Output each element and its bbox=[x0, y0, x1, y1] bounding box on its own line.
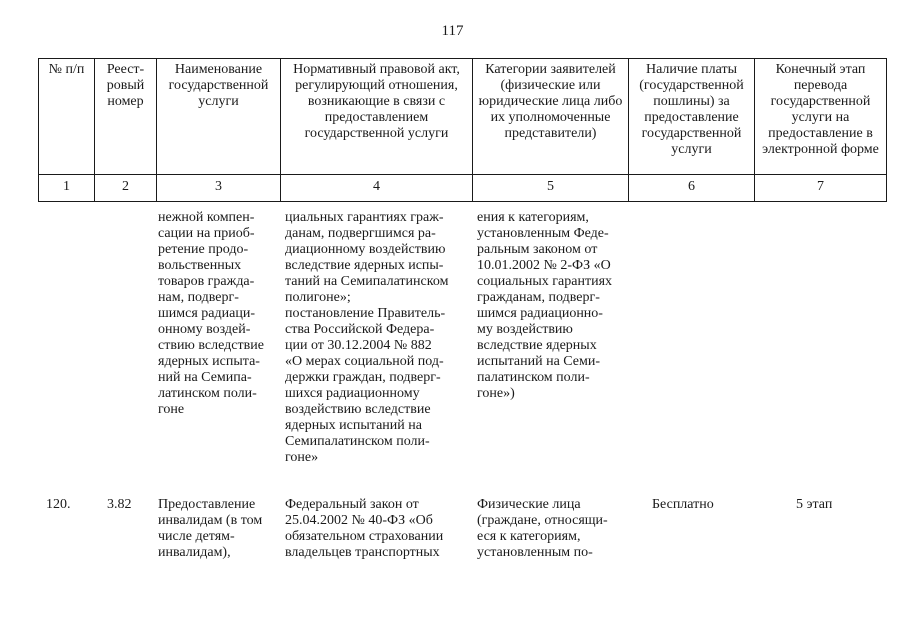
column-header-registry: Реест-ровый номер bbox=[95, 59, 157, 175]
row-120-service-name bbox=[158, 497, 279, 561]
continuation-legal-act-text bbox=[285, 210, 471, 466]
text-line: Семипалатинском поли- bbox=[285, 434, 430, 449]
text-line: ретение продо- bbox=[158, 242, 249, 257]
text-line: циальных гарантиях граж- bbox=[285, 210, 444, 225]
header-table bbox=[38, 58, 887, 202]
column-header-applicants: Категории заявителей (физические или юридические лица либо их уполномоченные представители) bbox=[473, 59, 629, 175]
text-line: (граждане, относящи- bbox=[477, 513, 608, 528]
column-number-6: 6 bbox=[629, 175, 755, 202]
text-line: онному воздей- bbox=[158, 322, 251, 337]
column-header-legal-act: Нормативный правовой акт, регулирующий отношения, возникающие в связи с предоставлением государственной услуги bbox=[281, 59, 473, 175]
text-line: инвалидам (в том bbox=[158, 513, 263, 528]
text-line: таний на Семипалатинском bbox=[285, 274, 449, 289]
column-header-service: Наименование государственной услуги bbox=[157, 59, 281, 175]
text-line: установленным по- bbox=[477, 545, 593, 560]
text-line: диационному воздействию bbox=[285, 242, 446, 257]
text-line: полигоне»; bbox=[285, 290, 351, 305]
text-line: товаров гражда- bbox=[158, 274, 255, 289]
text-line: вольственных bbox=[158, 258, 242, 273]
text-line: воздействию вследствие bbox=[285, 402, 431, 417]
column-number-1: 1 bbox=[39, 175, 95, 202]
text-line: ствию вследствие bbox=[158, 338, 264, 353]
text-line: нежной компен- bbox=[158, 210, 255, 225]
text-line: 10.01.2002 № 2-ФЗ «О bbox=[477, 258, 611, 273]
text-line: владельцев транспортных bbox=[285, 545, 440, 560]
column-header-number: № п/п bbox=[39, 59, 95, 175]
text-line: нам, подверг- bbox=[158, 290, 239, 305]
row-120-legal-act bbox=[285, 497, 471, 561]
row-120-registry-number: 3.82 bbox=[107, 497, 132, 512]
column-number-3: 3 bbox=[157, 175, 281, 202]
text-line: латинском поли- bbox=[158, 386, 257, 401]
row-120-applicants bbox=[477, 497, 627, 561]
text-line: гоне bbox=[158, 402, 185, 417]
column-number-7: 7 bbox=[755, 175, 887, 202]
text-line: еся к категориям, bbox=[477, 529, 581, 544]
column-number-5: 5 bbox=[473, 175, 629, 202]
column-number-2: 2 bbox=[95, 175, 157, 202]
row-120-final-stage: 5 этап bbox=[796, 497, 833, 512]
text-line: Физические лица bbox=[477, 497, 581, 512]
text-line: шимся радиационно- bbox=[477, 306, 603, 321]
row-120-number: 120. bbox=[46, 497, 71, 512]
text-line: 25.04.2002 № 40-ФЗ «Об bbox=[285, 513, 433, 528]
text-line: шимся радиаци- bbox=[158, 306, 255, 321]
column-header-final-stage: Конечный этап перевода государственной услуги на предоставление в электронной форме bbox=[755, 59, 887, 175]
text-line: Предоставление bbox=[158, 497, 256, 512]
text-line: ции от 30.12.2004 № 882 bbox=[285, 338, 432, 353]
text-line: ральным законом от bbox=[477, 242, 598, 257]
text-line: шихся радиационному bbox=[285, 386, 420, 401]
text-line: палатинском поли- bbox=[477, 370, 590, 385]
column-header-fee: Наличие платы (государственной пошлины) за предоставление государственной услуги bbox=[629, 59, 755, 175]
text-line: ядерных испыта- bbox=[158, 354, 260, 369]
page-number: 117 bbox=[441, 23, 464, 39]
text-line: ний на Семипа- bbox=[158, 370, 252, 385]
text-line: испытаний на Семи- bbox=[477, 354, 601, 369]
row-120-fee: Бесплатно bbox=[652, 497, 714, 512]
text-line: ства Российской Федера- bbox=[285, 322, 435, 337]
text-line: ядерных испытаний на bbox=[285, 418, 422, 433]
text-line: установленным Феде- bbox=[477, 226, 609, 241]
text-line: гоне») bbox=[477, 386, 515, 401]
text-line: ения к категориям, bbox=[477, 210, 589, 225]
text-line: обязательном страховании bbox=[285, 529, 444, 544]
text-line: держки граждан, подверг- bbox=[285, 370, 441, 385]
text-line: данам, подвергшимся ра- bbox=[285, 226, 436, 241]
continuation-service-text bbox=[158, 210, 279, 418]
text-line: гоне» bbox=[285, 450, 319, 465]
text-line: вследствие ядерных bbox=[477, 338, 597, 353]
continuation-applicants-text bbox=[477, 210, 627, 402]
text-line: сации на приоб- bbox=[158, 226, 255, 241]
text-line: му воздействию bbox=[477, 322, 573, 337]
text-line: числе детям- bbox=[158, 529, 235, 544]
text-line: Федеральный закон от bbox=[285, 497, 419, 512]
text-line: инвалидам), bbox=[158, 545, 231, 560]
text-line: постановление Правитель- bbox=[285, 306, 446, 321]
text-line: социальных гарантиях bbox=[477, 274, 613, 289]
text-line: «О мерах социальной под- bbox=[285, 354, 444, 369]
column-number-4: 4 bbox=[281, 175, 473, 202]
text-line: вследствие ядерных испы- bbox=[285, 258, 444, 273]
text-line: гражданам, подверг- bbox=[477, 290, 600, 305]
